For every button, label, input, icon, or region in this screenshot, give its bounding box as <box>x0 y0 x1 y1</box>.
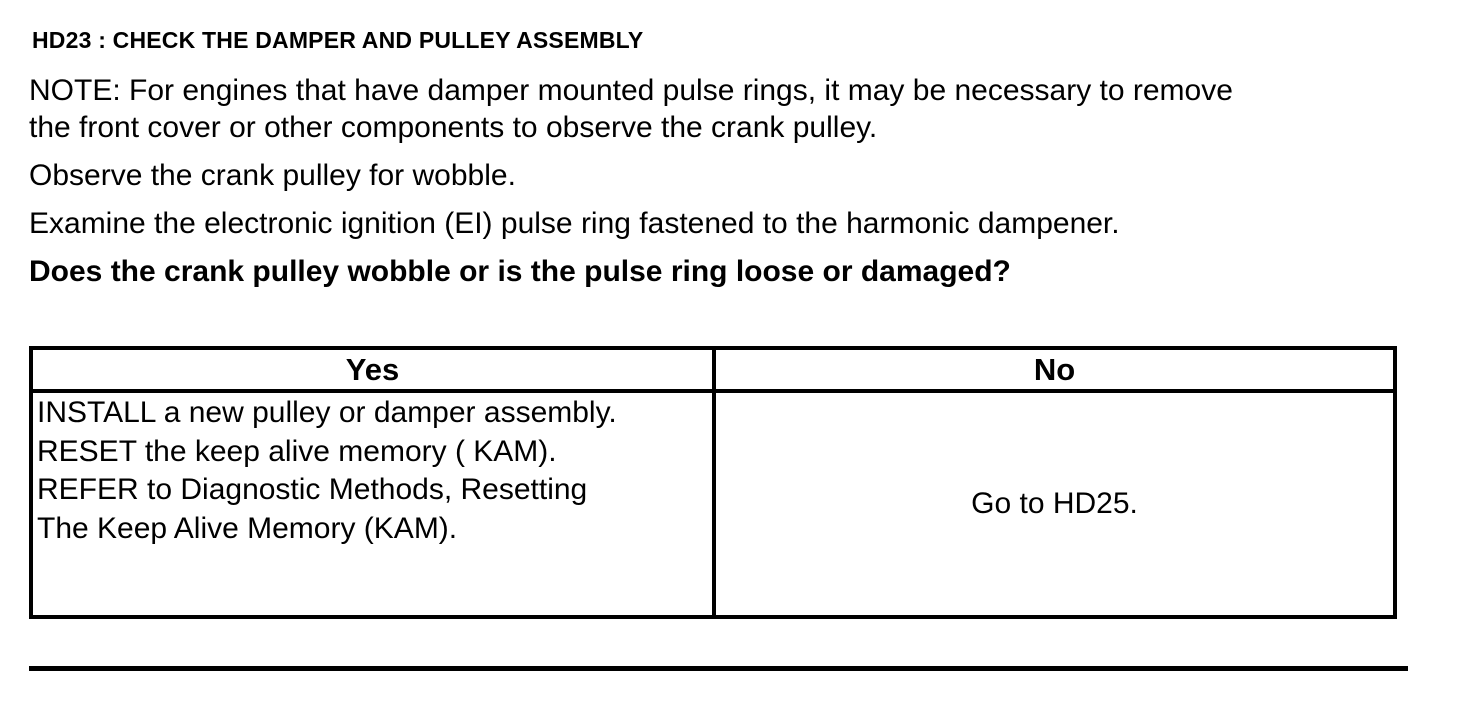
yes-action-line: The Keep Alive Memory (KAM). <box>37 511 458 545</box>
yes-action-cell <box>37 394 707 548</box>
yes-action-line: INSTALL a new pulley or damper assembly. <box>37 396 617 429</box>
examine-instruction: Examine the electronic ignition (EI) pulse ring fastened to the harmonic dampener. <box>29 207 1120 240</box>
no-column-header: No <box>1033 352 1076 387</box>
no-action-text: Go to HD25. <box>971 487 1138 520</box>
yes-action-line: REFER to Diagnostic Methods, Resetting <box>37 473 588 506</box>
no-action-cell <box>716 393 1393 615</box>
observe-instruction: Observe the crank pulley for wobble. <box>29 159 516 192</box>
bottom-divider <box>29 666 1408 671</box>
note-line-2: the front cover or other components to observe the crank pulley. <box>29 111 878 144</box>
step-title: HD23 : CHECK THE DAMPER AND PULLEY ASSEMBLY <box>32 27 644 53</box>
decision-question: Does the crank pulley wobble or is the pulse ring loose or damaged? <box>29 255 1011 288</box>
decision-table <box>29 346 1397 619</box>
yes-action-line: RESET the keep alive memory ( KAM). <box>37 434 557 468</box>
note-line-1: NOTE: For engines that have damper mounted pulse rings, it may be necessary to remove <box>29 74 1233 107</box>
yes-column-header: Yes <box>345 352 400 387</box>
note-paragraph <box>29 72 1233 146</box>
